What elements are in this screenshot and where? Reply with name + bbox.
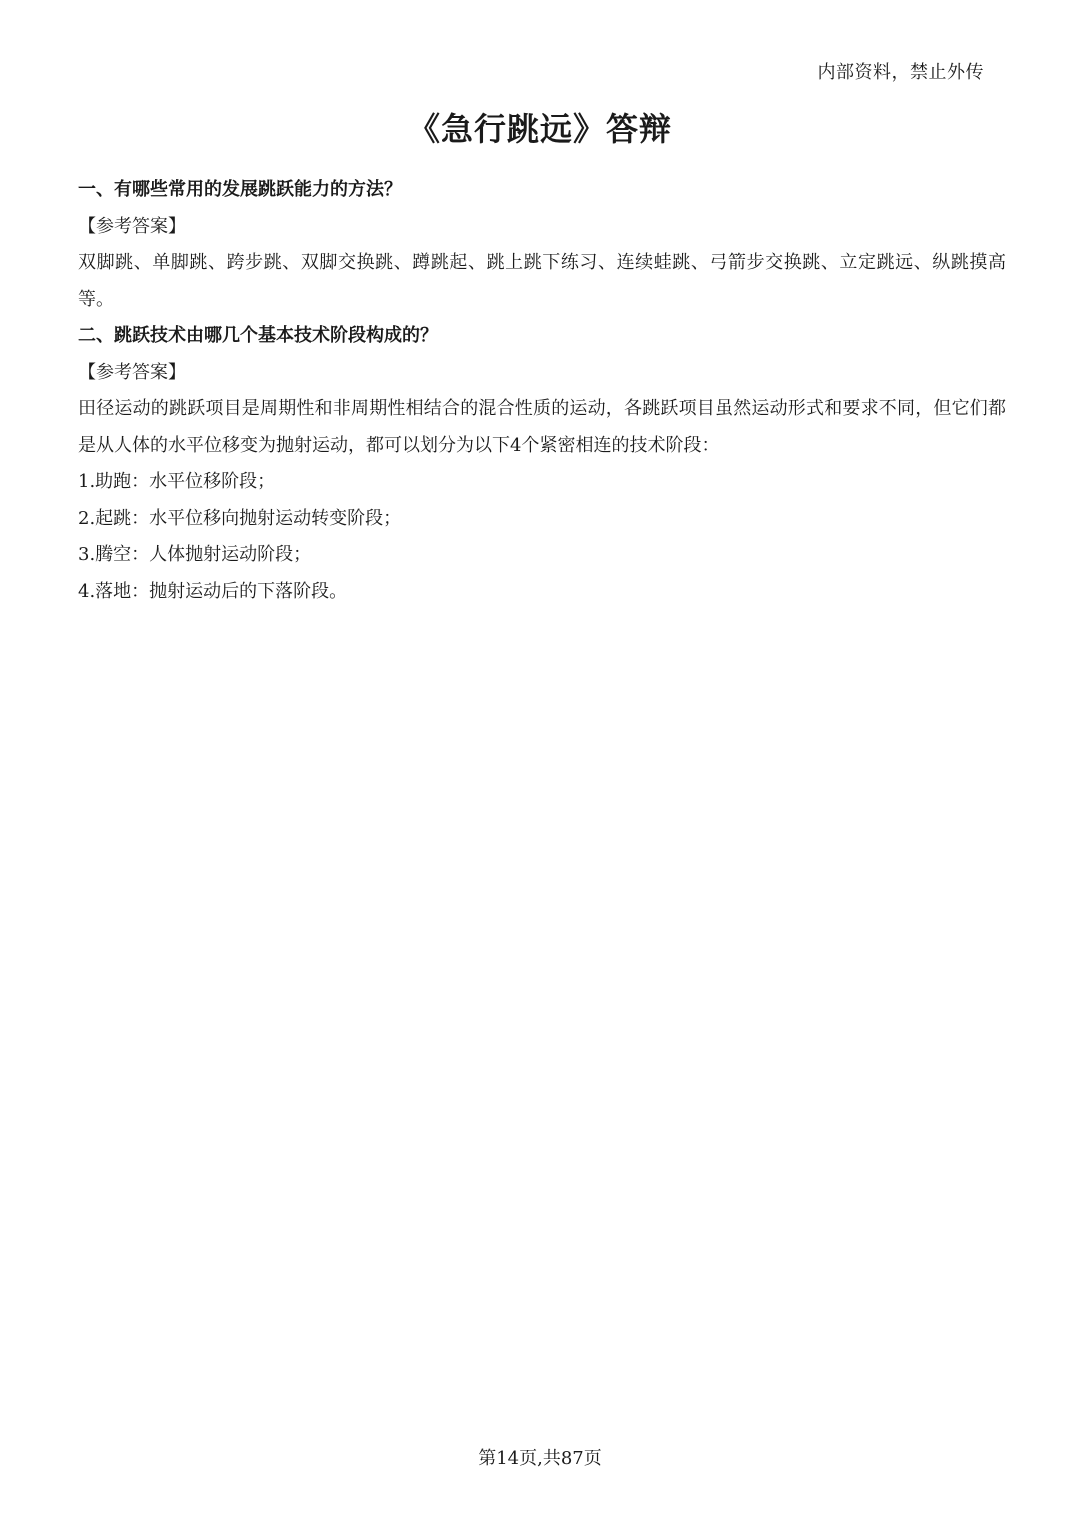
list-item: 2.起跳：水平位移向抛射运动转变阶段； xyxy=(78,507,402,529)
document-body xyxy=(78,172,1006,610)
list-item: 4.落地：抛射运动后的下落阶段。 xyxy=(78,580,348,602)
answer-paragraph: 双脚跳、单脚跳、跨步跳、双脚交换跳、蹲跳起、跳上跳下练习、连续蛙跳、弓箭步交换跳、立定跳远、纵跳摸高等。 xyxy=(78,252,1006,310)
question-section-1 xyxy=(78,172,1006,318)
answer-label: 【参考答案】 xyxy=(78,361,186,383)
page-number-footer: 第14页,共87页 xyxy=(478,1448,602,1469)
question-section-2 xyxy=(78,318,1006,610)
answer-label: 【参考答案】 xyxy=(78,215,186,237)
confidential-note: 内部资料，禁止外传 xyxy=(817,62,984,83)
answer-paragraph: 田径运动的跳跃项目是周期性和非周期性相结合的混合性质的运动，各跳跃项目虽然运动形式和要求不同，但它们都是从人体的水平位移变为抛射运动，都可以划分为以下4个紧密相连的技术阶段： xyxy=(78,398,1006,456)
question-heading: 一、有哪些常用的发展跳跃能力的方法？ xyxy=(78,179,402,200)
list-item: 1.助跑：水平位移阶段； xyxy=(78,471,276,492)
list-item: 3.腾空：人体抛射运动阶段； xyxy=(78,544,312,565)
document-title: 《急行跳远》答辩 xyxy=(407,110,672,148)
question-heading: 二、跳跃技术由哪几个基本技术阶段构成的？ xyxy=(78,325,438,346)
